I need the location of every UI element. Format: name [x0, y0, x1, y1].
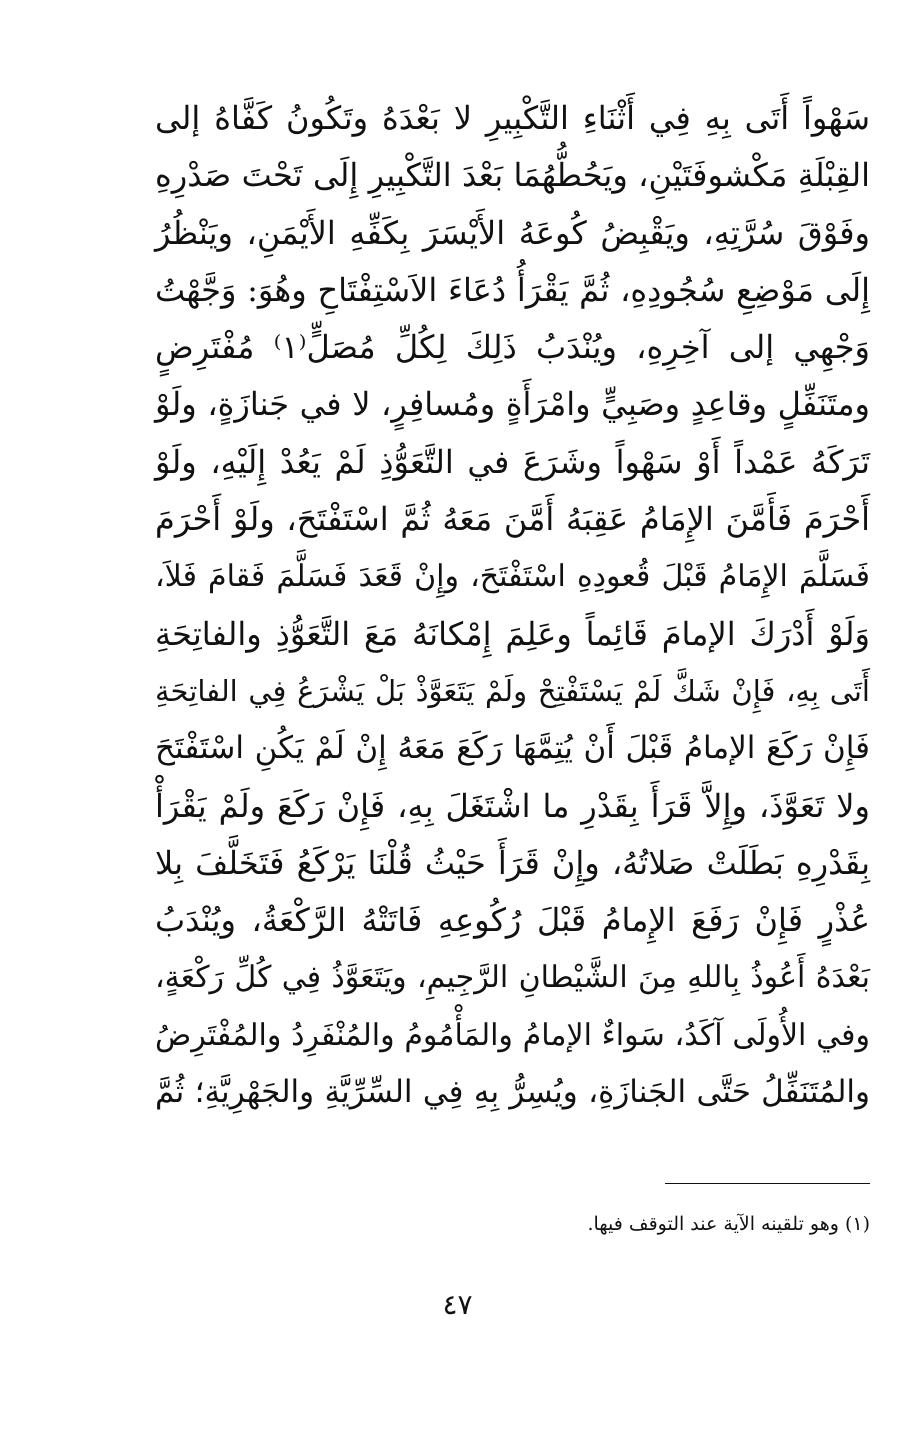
- text-line-7: تَرَكَهُ عَمْداً أَوْ سَهْواً وشَرَعَ في التَّعَوُّذِ لَمْ يَعُدْ إِلَيْهِ، ولَوْ: [155, 442, 870, 481]
- text-line-9: فَسَلَّمَ الإِمَامُ قَبْلَ قُعودِهِ اسْتَفْتَحَ، وإِنْ قَعَدَ فَسَلَّمَ فَقامَ فَلاَ،: [155, 559, 870, 595]
- text-line-10: وَلَوْ أَدْرَكَ الإمامَ قَائِماً وعَلِمَ إِمْكانَهُ مَعَ التَّعَوُّذِ والفاتِحَةِ: [155, 614, 870, 653]
- main-text: [155, 90, 870, 1121]
- text-line-17: وفي الأُولَى آكَدُ، سَواءٌ الإمامُ والمَأْمُومُ والمُنْفَرِدُ والمُفْتَرِضُ: [155, 1017, 870, 1053]
- text-line-13: ولا تَعَوَّذَ، وإِلاَّ قَرَأَ بِقَدْرِ ما اشْتَغَلَ بِهِ، فَإِنْ رَكَعَ ولَمْ يَقْرَأْ: [155, 786, 870, 825]
- text-line-12: فَإِنْ رَكَعَ الإمامُ قَبْلَ أَنْ يُتِمَّهَا رَكَعَ مَعَهُ إِنْ لَمْ يَكُنِ اسْتَفْتَحَ: [155, 730, 870, 767]
- footnote: (١) وهو تلقينه الآية عند التوقف فيها.: [587, 1213, 870, 1235]
- text-line-2: القِبْلَةِ مَكْشوفَتَيْنِ، ويَحُطُّهُمَا بَعْدَ التَّكْبِيرِ إِلَى تَحْتَ صَدْرِهِ: [155, 156, 870, 195]
- text-line-15: عُذْرٍ فَإِنْ رَفَعَ الإِمامُ قَبْلَ رُكُوعِهِ فَاتَتْهُ الرَّكْعَةُ، ويُنْدَبُ: [155, 901, 870, 940]
- text-line-11: أَتَى بِهِ، فَإِنْ شَكَّ لَمْ يَسْتَفْتِحْ ولَمْ يَتَعَوَّذْ بَلْ يَشْرَعُ فِي الفاتِحَةِ: [155, 673, 870, 708]
- text-line-18: والمُتَنَفِّلُ حَتَّى الجَنازَةِ، ويُسِرُّ بِهِ فِي السِّرِّيَّةِ والجَهْرِيَّةِ؛ ثُمَّ: [155, 1074, 870, 1111]
- text-line-8: أَحْرَمَ فَأَمَّنَ الإِمَامُ عَقِبَهُ أَمَّنَ مَعَهُ ثُمَّ اسْتَفْتَحَ، ولَوْ أَحْرَمَ: [155, 500, 870, 539]
- text-line-5: وَجْهِي إلى آخِرِهِ، ويُنْدَبُ ذَلِكَ لِكُلِّ مُصَلٍّ⁽١⁾ مُفْتَرِضٍ: [155, 328, 871, 367]
- text-line-4: إِلَى مَوْضِعِ سُجُودِهِ، ثُمَّ يَقْرَأُ دُعَاءَ الاَسْتِفْتَاحِ وهُوَ: وَجَّهْتُ: [155, 270, 870, 309]
- footnote-divider: [665, 1183, 870, 1184]
- text-line-1: سَهْواً أَتَى بِهِ فِي أَثْنَاءِ التَّكْبِيرِ لا بَعْدَهُ وتَكُونُ كَفَّاهُ إلى: [155, 99, 870, 137]
- page-number: ٤٧: [442, 1288, 473, 1321]
- text-line-16: بَعْدَهُ أَعُوذُ بِاللهِ مِنَ الشَّيْطانِ الرَّجِيمِ، ويَتَعَوَّذُ فِي كُلِّ رَكْعَةٍ،: [155, 960, 870, 996]
- text-line-3: وفَوْقَ سُرَّتِهِ، ويَقْبِضُ كُوعَهُ الأَيْسَرَ بِكَفِّهِ الأَيْمَنِ، ويَنْظُرُ: [155, 213, 870, 252]
- text-line-14: بِقَدْرِهِ بَطَلَتْ صَلاتُهُ، وإِنْ قَرَأَ حَيْثُ قُلْنَا يَرْكَعُ فَتَخَلَّفَ بِلا: [155, 843, 870, 882]
- text-line-6: ومتَنَفِّلٍ وقاعِدٍ وصَبِيٍّ وامْرَأَةٍ ومُسافِرٍ، لا في جَنازَةٍ، ولَوْ: [155, 385, 870, 424]
